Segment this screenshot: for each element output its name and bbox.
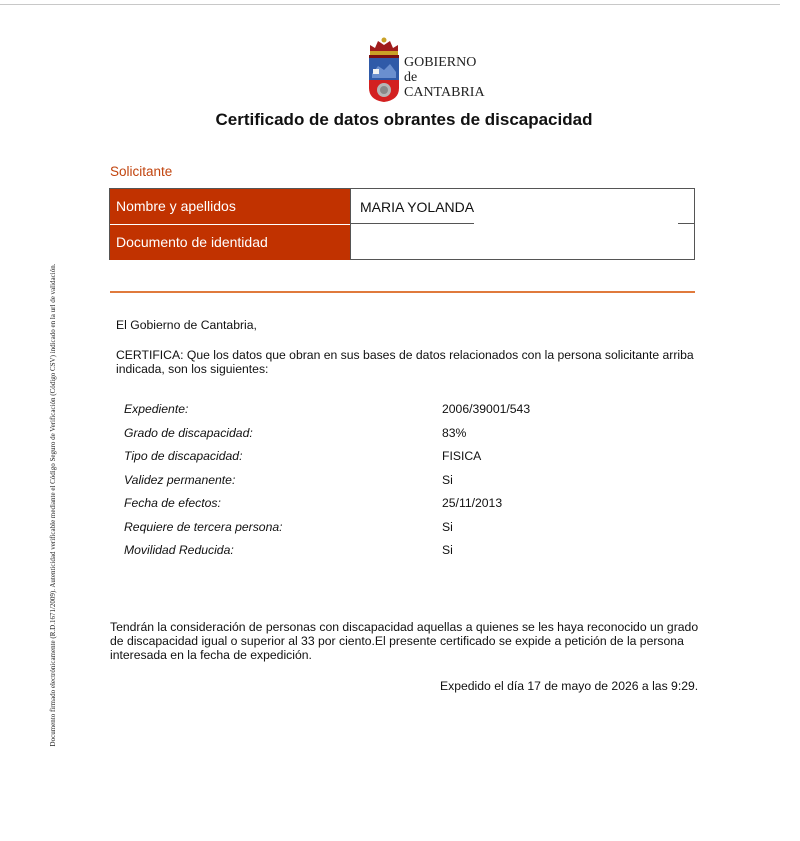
section-divider [110,291,695,293]
gov-text [404,55,485,100]
detail-label: Requiere de tercera persona: [124,519,283,534]
detail-value: 83% [442,425,467,440]
detail-value: Si [442,543,453,557]
table-vline [350,189,351,259]
label-documento: Documento de identidad [110,225,350,260]
certifica-text: CERTIFICA: Que los datos que obran en sus bases de datos relacionados con la persona solicitante arriba indicada, son los siguientes: [116,348,694,376]
applicant-table [109,188,695,260]
gov-line-2: de [404,70,418,85]
document-title: Certificado de datos obrantes de discapacidad [215,110,593,129]
table-hline-a [350,223,474,224]
detail-value: Si [442,472,453,487]
detail-value: 2006/39001/543 [442,402,531,416]
detail-value: Si [442,519,453,534]
consideration-text: Tendrán la consideración de personas con discapacidad aquellas a quienes se les haya reconocido un grado de discapacidad igual o superior al 33 por ciento.El presente certificado se expide a petición de la persona interesada en la fecha de expedición. [110,620,699,662]
detail-label: Tipo de discapacidad: [124,449,243,463]
gov-line-1: GOBIERNO [404,55,477,70]
gobierno-cantabria-logo [366,36,506,104]
table-hline-b [678,223,695,224]
detail-label: Validez permanente: [124,472,236,487]
expedido-text: Expedido el día 17 de mayo de 2026 a las 9:29. [440,679,699,693]
section-label-solicitante: Solicitante [110,164,173,179]
detail-value: 25/11/2013 [442,496,503,510]
cantabria-crest-icon [366,36,402,102]
side-note: Documento firmado electrónicamente (R.D.1671/2009). Autenticidad verificable mediante el Código Seguro de Verificación (Código CSV) indicado en la url de validación. [49,263,57,747]
gov-line-3: CANTABRIA [404,85,485,100]
detail-label: Fecha de efectos: [124,496,221,510]
detail-value: FISICA [442,449,482,463]
detail-label: Movilidad Reducida: [124,543,234,557]
detail-row-validez [124,471,624,495]
details-list [124,400,624,565]
detail-label: Expediente: [124,402,189,416]
detail-row-expediente [124,400,624,424]
detail-label: Grado de discapacidad: [124,425,253,440]
value-nombre: MARIA YOLANDA [360,199,475,215]
detail-row-movilidad [124,541,624,565]
label-nombre: Nombre y apellidos [110,189,350,224]
detail-row-tipo [124,447,624,471]
detail-row-fecha [124,494,624,518]
top-rule [0,4,780,5]
detail-row-tercera-persona [124,518,624,542]
intro-text: El Gobierno de Cantabria, [116,318,257,332]
table-hline-c [350,259,352,260]
detail-row-grado [124,424,624,448]
